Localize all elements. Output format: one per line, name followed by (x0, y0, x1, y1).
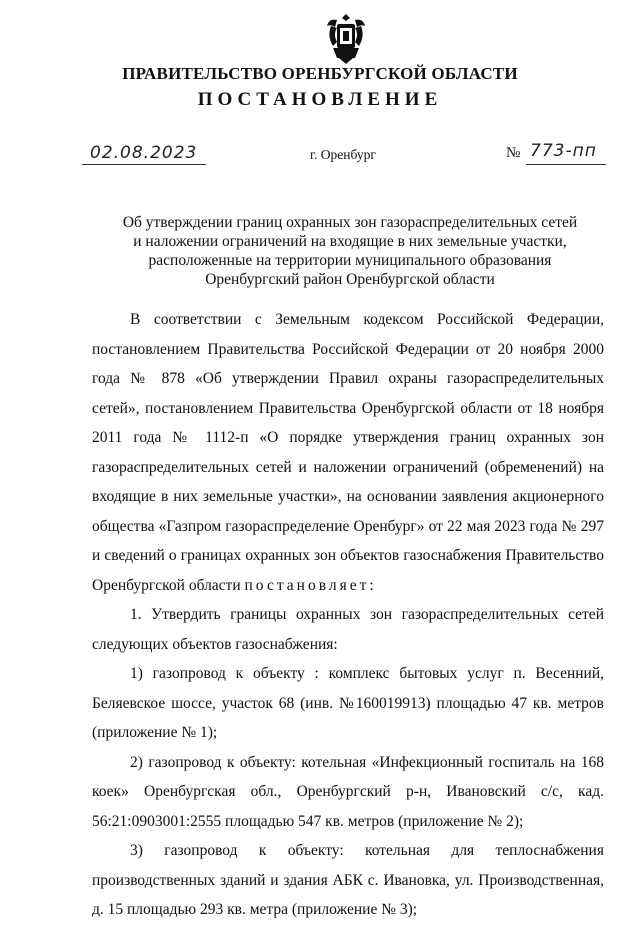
government-title: ПРАВИТЕЛЬСТВО ОРЕНБУРГСКОЙ ОБЛАСТИ (122, 64, 518, 83)
item-1: 1. Утвердить границы охранных зон газораспределительных сетей следующих объектов газоснабжения: (92, 606, 604, 653)
item-1-2: 2) газопровод к объекту: котельная «Инфекционный госпиталь на 168 коек» Оренбургская обл., Оренбургский р-н, Ивановский с/с, кад. 56:21:0903001:2555 площадью 547 кв. метров (приложение № 2); (92, 753, 604, 830)
item-1-3: 3) газопровод к объекту: котельная для теплоснабжения производственных зданий и здания АБК с. Ивановка, ул. Производственная, д. 15 площадью 293 кв. метра (приложение № 3); (92, 842, 604, 918)
document-type-title: ПОСТАНОВЛЕНИЕ (197, 89, 443, 110)
decree-body (92, 305, 604, 925)
decree-date: 02.08.2023 (90, 143, 198, 163)
intro-text: В соответствии с Земельным кодексом Российской Федерации, постановлением Правительства Российской Федерации от 20 ноября 2000 года № 878 «Об утверждении Правил охраны газораспределительных сетей», постановлением Правительства Оренбургской области от 18 ноября 2011 года № 1112-п «О порядке утверждения границ охранных зон газораспределительных сетей и наложении ограничений (обременений) на входящие в них земельные участки», на основании заявления акционерного общества «Газпром газораспределение Оренбург» от 22 мая 2023 года № 297 и сведений о границах охранных зон объектов газоснабжения Правительство Оренбургской области (92, 311, 604, 594)
decree-subject: Об утверждении границ охранных зон газораспределительных сетей и наложении ограничений на входящие в них земельные участки, расположенные на территории муниципального образования Оренбургский район Оренбургской области (122, 214, 578, 288)
date-underline (82, 164, 206, 165)
decree-number: 773-пп (530, 141, 597, 161)
number-underline (526, 164, 606, 165)
city: г. Оренбург (310, 147, 376, 162)
item-1-1: 1) газопровод к объекту : комплекс бытовых услуг п. Весенний, Беляевское шоссе, участок 68 (инв. №160019913) площадью 47 кв. метров (приложение № 1); (92, 665, 604, 741)
number-label: № (506, 145, 521, 161)
coat-of-arms-icon (325, 12, 367, 66)
resolves-word: постановляет: (244, 576, 377, 594)
intro-paragraph (92, 305, 604, 600)
